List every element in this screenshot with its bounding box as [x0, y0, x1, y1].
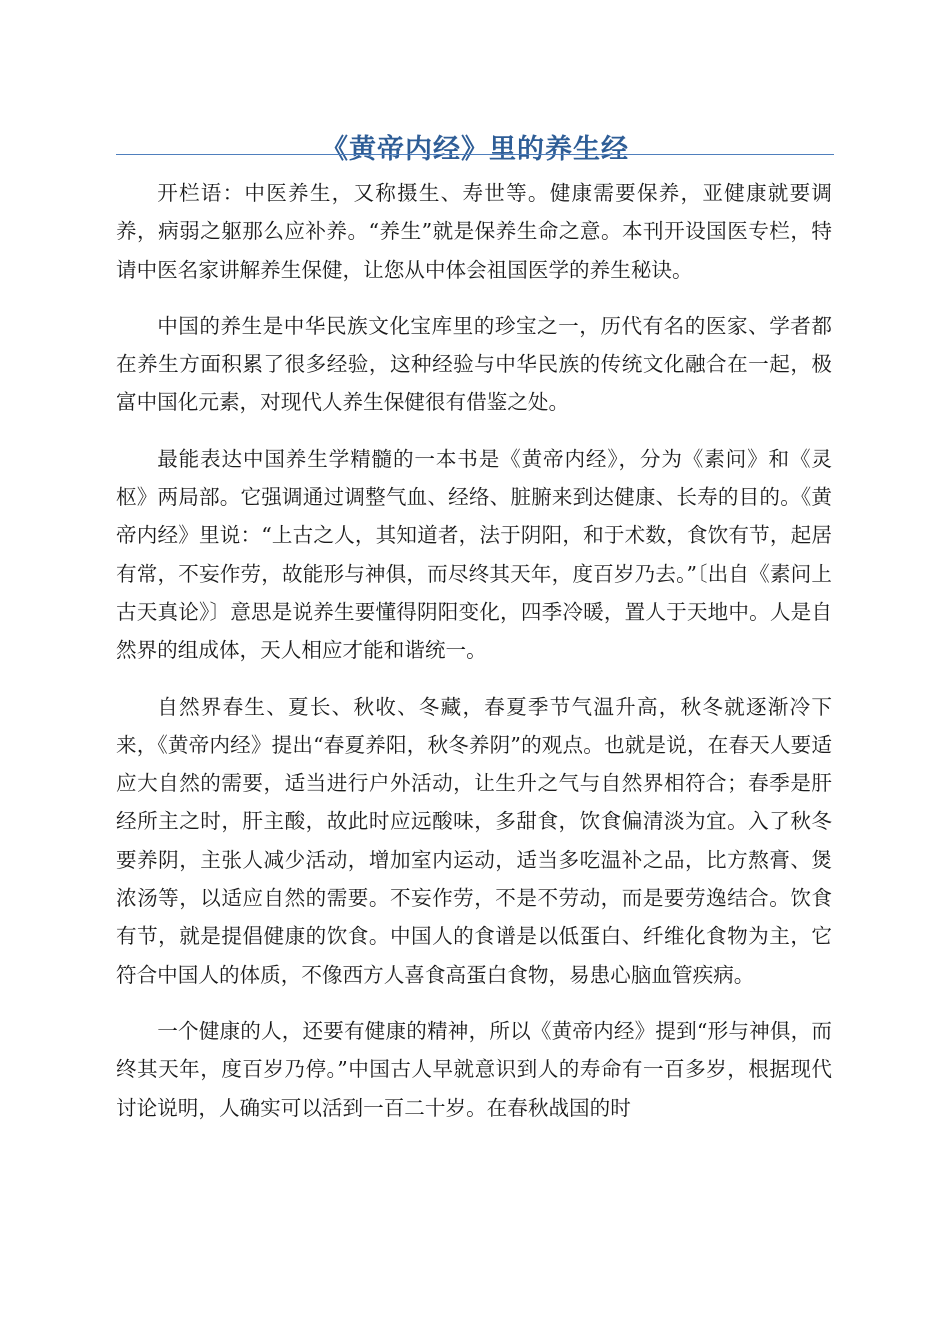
- paragraph-intro: 开栏语：中医养生，又称摄生、寿世等。健康需要保养，亚健康就要调养，病弱之躯那么应补养。“养生”就是保养生命之意。本刊开设国医专栏，特请中医名家讲解养生保健，让您从中体会祖国医学的养生秘诀。: [116, 181, 832, 282]
- document-title: 《黄帝内经》里的养生经: [321, 134, 629, 166]
- title-underline: [116, 154, 834, 155]
- paragraph: 最能表达中国养生学精髓的一本书是《黄帝内经》，分为《素问》和《灵枢》两局部。它强调通过调整气血、经络、脏腑来到达健康、长寿的目的。《黄帝内经》里说：“上古之人，其知道者，法于阴阳，和于术数，食饮有节，起居有常，不妄作劳，故能形与神俱，而尽终其天年，度百岁乃去。”〔出自《素问上古天真论》〕意思是说养生要懂得阴阳变化，四季冷暖，置人于天地中。人是自然界的组成体，天人相应才能和谐统一。: [116, 446, 832, 663]
- paragraph: 中国的养生是中华民族文化宝库里的珍宝之一，历代有名的医家、学者都在养生方面积累了很多经验，这种经验与中华民族的传统文化融合在一起，极富中国化元素，对现代人养生保健很有借鉴之处。: [116, 313, 832, 415]
- paragraph: 一个健康的人，还要有健康的精神，所以《黄帝内经》提到“形与神俱，而终其天年，度百岁乃停。”中国古人早就意识到人的寿命有一百多岁，根据现代讨论说明，人确实可以活到一百二十岁。在春秋战国的时: [116, 1018, 832, 1120]
- document-body: [116, 174, 832, 1145]
- paragraph: 自然界春生、夏长、秋收、冬藏，春夏季节气温升高，秋冬就逐渐冷下来，《黄帝内经》提出“春夏养阳，秋冬养阴”的观点。也就是说，在春天人要适应大自然的需要，适当进行户外活动，让生升之气与自然界相符合；春季是肝经所主之时，肝主酸，故此时应远酸味，多甜食，饮食偏清淡为宜。入了秋冬要养阴，主张人减少活动，增加室内运动，适当多吃温补之品，比方熬膏、煲浓汤等，以适应自然的需要。不妄作劳，不是不劳动，而是要劳逸结合。饮食有节，就是提倡健康的饮食。中国人的食谱是以低蛋白、纤维化食物为主，它符合中国人的体质，不像西方人喜食高蛋白食物，易患心脑血管疾病。: [116, 694, 832, 987]
